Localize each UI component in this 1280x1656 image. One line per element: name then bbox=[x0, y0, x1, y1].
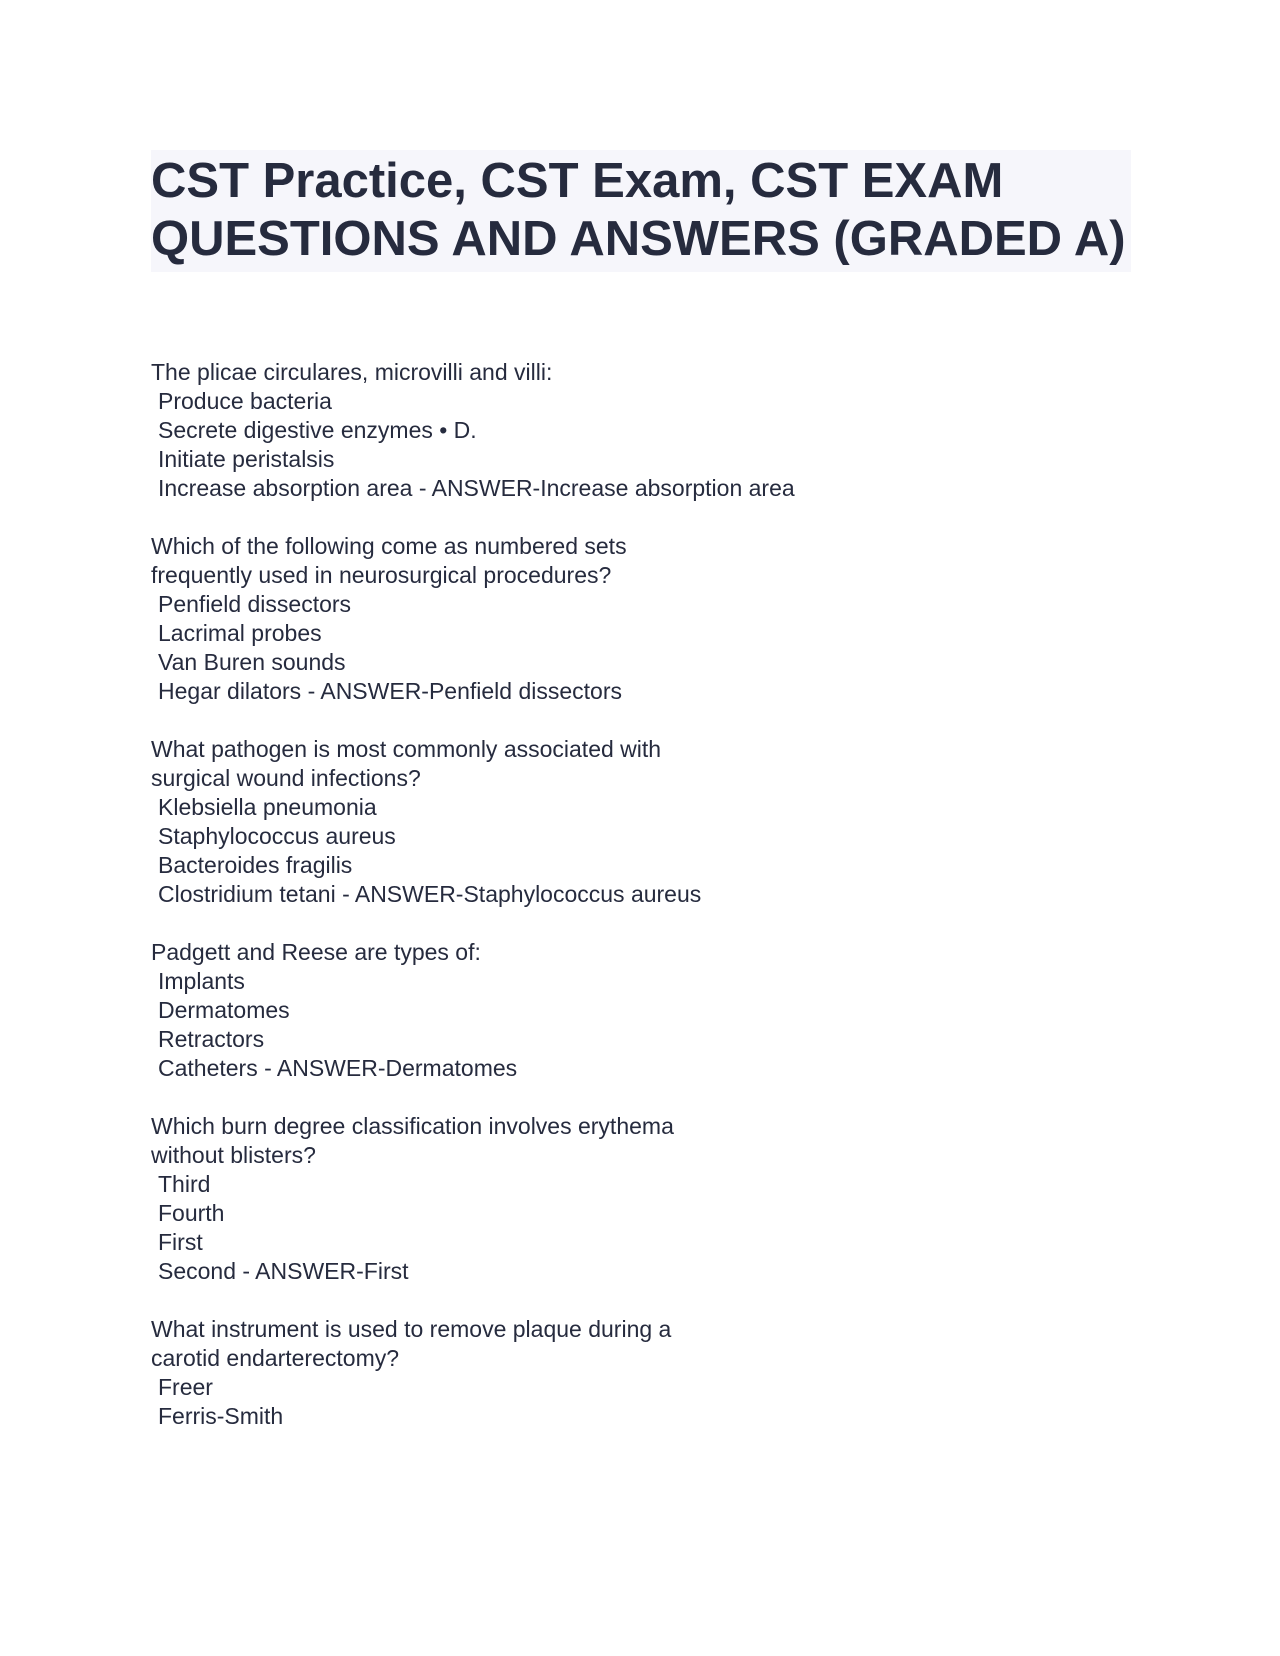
answer-option: Clostridium tetani - ANSWER-Staphylococcus aureus bbox=[158, 881, 702, 907]
question-text: The plicae circulares, microvilli and villi: bbox=[151, 359, 553, 385]
answer-option: Ferris-Smith bbox=[158, 1403, 284, 1429]
answer-option: Secrete digestive enzymes • D. bbox=[158, 417, 477, 443]
question-text: surgical wound infections? bbox=[151, 765, 421, 791]
question-text: without blisters? bbox=[151, 1142, 316, 1168]
document-page bbox=[151, 150, 1131, 1460]
question-item bbox=[151, 1315, 1131, 1431]
question-text: carotid endarterectomy? bbox=[151, 1345, 400, 1371]
answer-option: Staphylococcus aureus bbox=[158, 823, 396, 849]
question-text: Which of the following come as numbered sets bbox=[151, 533, 627, 559]
question-item bbox=[151, 735, 1131, 909]
answer-option: Dermatomes bbox=[158, 997, 290, 1023]
question-text: Which burn degree classification involves erythema bbox=[151, 1113, 674, 1139]
answer-option: Implants bbox=[158, 968, 245, 994]
answer-option: Retractors bbox=[158, 1026, 265, 1052]
answer-option: Third bbox=[158, 1171, 211, 1197]
answer-option: Van Buren sounds bbox=[158, 649, 346, 675]
answer-option: Freer bbox=[158, 1374, 213, 1400]
answer-option: Klebsiella pneumonia bbox=[158, 794, 377, 820]
answer-option: Bacteroides fragilis bbox=[158, 852, 353, 878]
question-text: What pathogen is most commonly associated with bbox=[151, 736, 662, 762]
document-title: CST Practice, CST Exam, CST EXAM QUESTIONS AND ANSWERS (GRADED A) bbox=[151, 154, 1126, 266]
answer-option: Hegar dilators - ANSWER-Penfield dissectors bbox=[158, 678, 622, 704]
question-item bbox=[151, 938, 1131, 1083]
question-text: Padgett and Reese are types of: bbox=[151, 939, 481, 965]
answer-option: Second - ANSWER-First bbox=[158, 1258, 409, 1284]
question-text: frequently used in neurosurgical procedures? bbox=[151, 562, 612, 588]
question-text: What instrument is used to remove plaque during a bbox=[151, 1316, 672, 1342]
answer-option: Lacrimal probes bbox=[158, 620, 322, 646]
question-item bbox=[151, 532, 1131, 706]
title-block bbox=[151, 150, 1131, 272]
answer-option: Fourth bbox=[158, 1200, 225, 1226]
answer-option: First bbox=[158, 1229, 203, 1255]
answer-option: Increase absorption area - ANSWER-Increase absorption area bbox=[158, 475, 795, 501]
question-list bbox=[151, 358, 1131, 1431]
answer-option: Initiate peristalsis bbox=[158, 446, 335, 472]
answer-option: Catheters - ANSWER-Dermatomes bbox=[158, 1055, 518, 1081]
answer-option: Penfield dissectors bbox=[158, 591, 352, 617]
answer-option: Produce bacteria bbox=[158, 388, 332, 414]
question-item bbox=[151, 358, 1131, 503]
question-item bbox=[151, 1112, 1131, 1286]
